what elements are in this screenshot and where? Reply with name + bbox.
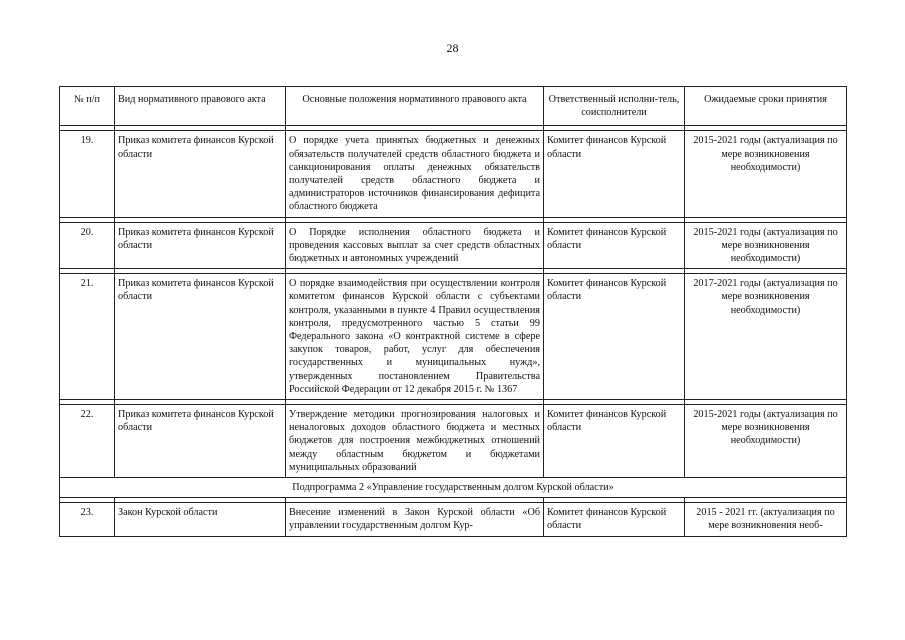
table-row — [60, 222, 847, 269]
row-responsible: Комитет финансов Курской области — [544, 405, 685, 478]
subprogram-title: Подпрограмма 2 «Управление государственным долгом Курской области» — [60, 478, 847, 498]
header-responsible: Ответственный исполни-тель, соисполнители — [544, 87, 685, 126]
row-responsible: Комитет финансов Курской области — [544, 131, 685, 217]
table-row — [60, 503, 847, 536]
row-provisions: О Порядке исполнения областного бюджета и проведения кассовых выплат за счет средств областных бюджетных и автономных учреждений — [286, 222, 544, 269]
row-terms: 2015-2021 годы (актуализация по мере возникновения необходимости) — [685, 131, 847, 217]
header-num: № п/п — [60, 87, 115, 126]
row-act-type: Приказ комитета финансов Курской области — [115, 405, 286, 478]
page-number: 28 — [446, 41, 459, 55]
row-provisions: Внесение изменений в Закон Курской области «Об управлении государственным долгом Кур- — [286, 503, 544, 536]
row-act-type: Закон Курской области — [115, 503, 286, 536]
row-terms: 2015-2021 годы (актуализация по мере возникновения необходимости) — [685, 405, 847, 478]
table-row — [60, 274, 847, 400]
header-terms: Ожидаемые сроки принятия — [685, 87, 847, 126]
header-act-type: Вид нормативного правового акта — [115, 87, 286, 126]
row-act-type: Приказ комитета финансов Курской области — [115, 131, 286, 217]
row-act-type: Приказ комитета финансов Курской области — [115, 274, 286, 400]
row-provisions: Утверждение методики прогнозирования налоговых и неналоговых доходов областного бюджета и местных бюджетов для построения межбюджетных отношений между областным бюджетом и бюджетами муниципальных образований — [286, 405, 544, 478]
row-responsible: Комитет финансов Курской области — [544, 503, 685, 536]
row-terms: 2015-2021 годы (актуализация по мере возникновения необходимости) — [685, 222, 847, 269]
row-provisions: О порядке учета принятых бюджетных и денежных обязательств получателей средств областного бюджета и санкционирования оплаты денежных обязательств получателей средств областного бюджета и администраторов источников финансирования дефицита областного бюджета — [286, 131, 544, 217]
row-num: 23. — [60, 503, 115, 536]
row-terms: 2015 - 2021 гг. (актуализация по мере возникновения необ- — [685, 503, 847, 536]
row-num: 20. — [60, 222, 115, 269]
row-responsible: Комитет финансов Курской области — [544, 222, 685, 269]
table-header-row — [60, 87, 847, 126]
subprogram-row — [60, 478, 847, 498]
row-act-type: Приказ комитета финансов Курской области — [115, 222, 286, 269]
row-responsible: Комитет финансов Курской области — [544, 274, 685, 400]
regulatory-acts-table — [59, 86, 847, 537]
row-terms: 2017-2021 годы (актуализация по мере возникновения необходимости) — [685, 274, 847, 400]
row-num: 21. — [60, 274, 115, 400]
row-num: 22. — [60, 405, 115, 478]
header-provisions: Основные положения нормативного правового акта — [286, 87, 544, 126]
table-row — [60, 405, 847, 478]
table-row — [60, 131, 847, 217]
row-provisions: О порядке взаимодействия при осуществлении контроля комитетом финансов Курской области с субъектами контроля, указанными в пункте 4 Правил осуществления контроля, предусмотренного частью 5 статьи 99 Федерального закона «О контрактной системе в сфере закупок товаров, работ, услуг для обеспечения государственных и муниципальных нужд», утвержденных постановлением Правительства Российской Федерации от 12 декабря 2015 г. № 1367 — [286, 274, 544, 400]
row-num: 19. — [60, 131, 115, 217]
